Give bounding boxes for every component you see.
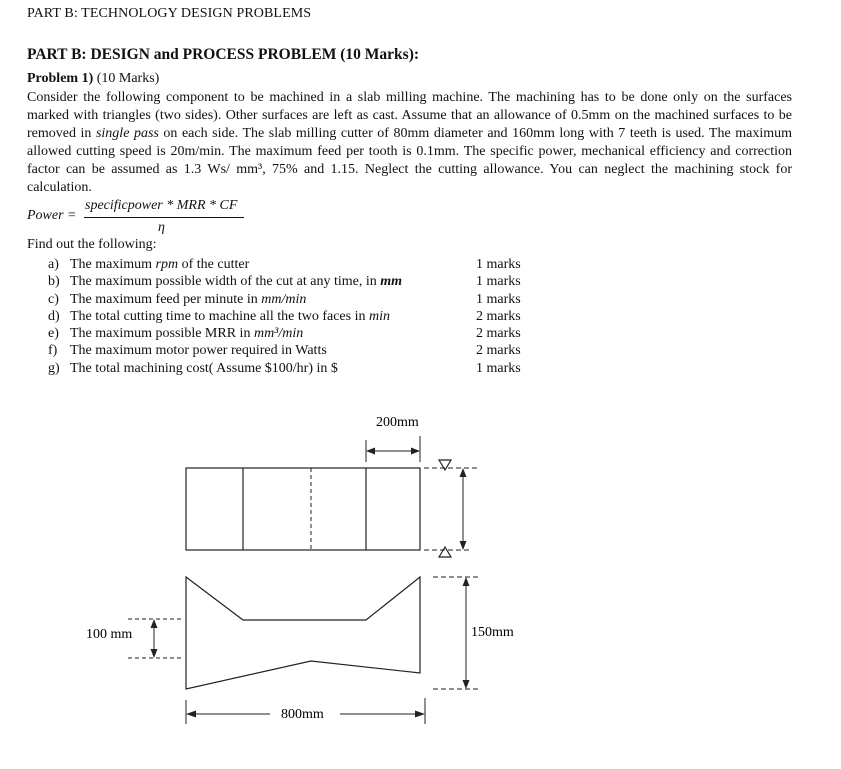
problem-text-italic: single pass xyxy=(95,126,159,141)
question-marks: 1 marks xyxy=(476,291,521,307)
machined-surface-triangle-bottom xyxy=(439,547,451,557)
question-text: The total cutting time to machine all the two faces in xyxy=(70,308,369,324)
dim-left-label: 100 mm xyxy=(86,627,133,642)
question-marks: 1 marks xyxy=(476,274,521,290)
top-view-outline xyxy=(186,468,420,550)
formula-numerator: specificpower * MRR * CF xyxy=(85,198,238,213)
question-marks: 2 marks xyxy=(476,343,521,359)
question-text: The maximum possible width of the cut at any time, in xyxy=(70,274,381,290)
question-text: The maximum possible MRR in xyxy=(70,326,254,342)
question-unit: min xyxy=(368,308,390,324)
top-view-arrow-up xyxy=(460,468,467,477)
dim-bottom-arrow-left xyxy=(186,711,196,718)
problem-text-part-1: Consider the following component to be machined in a slab milling machine. The machining has to be done only on the surfaces marked with triangles (two sides). Other surfaces are left as cast. Assume that an allowance of 0.5mm on the machined surfaces to be removed in xyxy=(27,90,792,141)
question-letter: e) xyxy=(48,326,59,342)
dim-top-label: 200mm xyxy=(376,415,419,430)
question-marks: 1 marks xyxy=(476,360,521,376)
dim-bottom-label: 800mm xyxy=(281,707,324,722)
top-view-arrow-down xyxy=(460,541,467,550)
dim-right-arrow-down xyxy=(463,680,470,689)
problem-marks: (10 Marks) xyxy=(93,71,160,86)
question-marks: 1 marks xyxy=(476,257,521,272)
question-letter: g) xyxy=(48,360,60,376)
question-unit: mm/min xyxy=(261,291,307,307)
dim-bottom-arrow-right xyxy=(415,711,425,718)
question-letter: a) xyxy=(48,257,59,272)
formula-denominator: η xyxy=(158,220,165,235)
page-header: PART B: TECHNOLOGY DESIGN PROBLEMS xyxy=(27,6,312,21)
question-marks: 2 marks xyxy=(476,326,521,342)
question-text: The maximum motor power required in Watts xyxy=(70,343,327,359)
question-text: The total machining cost( Assume $100/hr) in $ xyxy=(70,360,338,376)
question-text-suffix: of the cutter xyxy=(178,257,250,272)
question-letter: f) xyxy=(48,343,58,359)
question-unit: mm³/min xyxy=(253,326,304,342)
section-title: PART B: DESIGN and PROCESS PROBLEM (10 Marks): xyxy=(27,46,420,63)
formula-lhs: Power = xyxy=(27,208,77,223)
question-unit: mm xyxy=(380,274,403,290)
dim-left-arrow-down xyxy=(151,649,158,658)
question-letter: c) xyxy=(48,291,59,307)
find-heading: Find out the following: xyxy=(27,237,157,252)
question-letter: d) xyxy=(48,308,60,324)
dim-top-arrow-right xyxy=(411,448,420,455)
question-text: The maximum xyxy=(70,257,156,272)
problem-text-part-2: on each side. The slab milling cutter of 80mm diameter and 160mm long with 7 teeth is used. The maximum allowed cutting speed is 20m/min. The maximum feed per tooth is 0.1mm. The specific power, mechanical efficiency and correction factor can be assumed as 1.3 Ws/ mm³, 75% and 1.15. Neglect the cutting allowance. You can neglect the machining stock for calculation. xyxy=(27,126,792,195)
question-letter: b) xyxy=(48,274,60,290)
dim-top-arrow-left xyxy=(366,448,375,455)
question-marks: 2 marks xyxy=(476,308,521,324)
dim-left-arrow-up xyxy=(151,619,158,628)
dim-right-arrow-up xyxy=(463,577,470,586)
front-view-outline xyxy=(186,577,420,689)
problem-label: Problem 1) xyxy=(27,71,94,86)
question-unit: rpm xyxy=(155,257,179,272)
dim-right-label: 150mm xyxy=(471,625,514,640)
question-text: The maximum feed per minute in xyxy=(70,291,262,307)
